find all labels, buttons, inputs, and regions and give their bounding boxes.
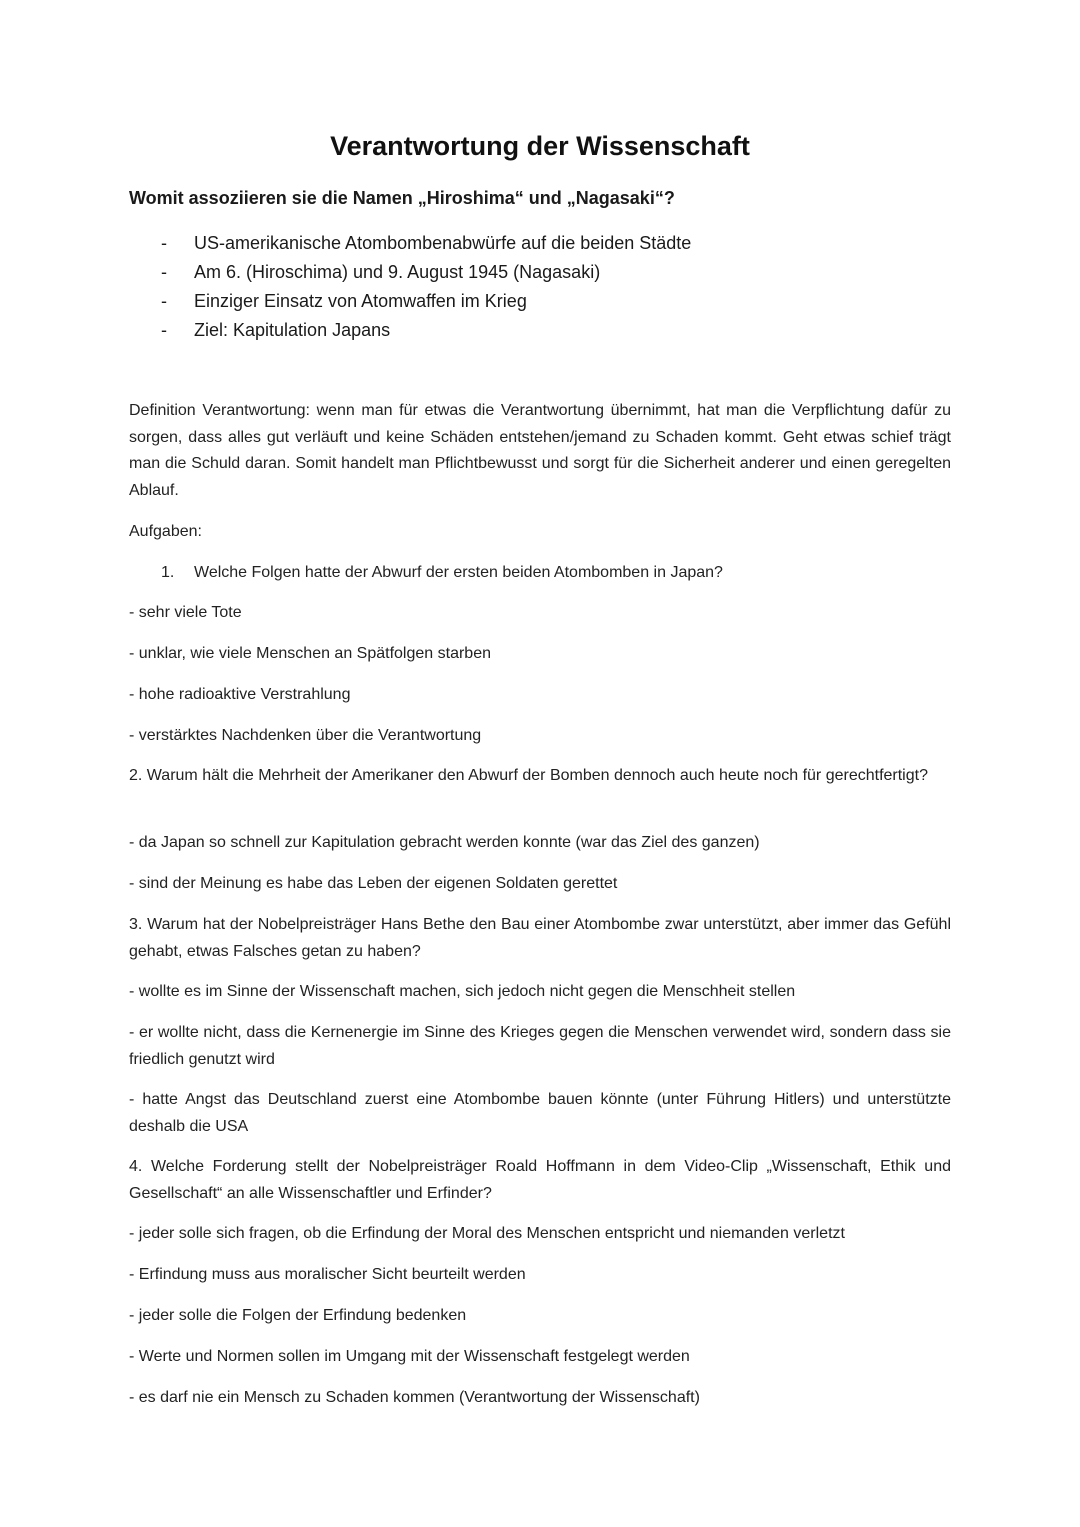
answer-2-item: - sind der Meinung es habe das Leben der eigenen Soldaten gerettet	[129, 875, 618, 892]
answer-1-item: - sehr viele Tote	[129, 604, 242, 621]
answer-4-item: - jeder solle sich fragen, ob die Erfindung der Moral des Menschen entspricht und niemanden verletzt	[129, 1225, 845, 1242]
definition-paragraph: Definition Verantwortung: wenn man für etwas die Verantwortung übernimmt, hat man die Verpflichtung dafür zu sorgen, dass alles gut verläuft und keine Schäden entstehen/jemand zu Schaden kommt. Geht etwas schief trägt man die Schuld daran. Somit handelt man Pflichtbewusst und sorgt für die Sicherheit anderer und einen geregelten Ablauf.	[129, 402, 951, 499]
answer-2-item: - da Japan so schnell zur Kapitulation gebracht werden konnte (war das Ziel des ganzen)	[129, 834, 760, 851]
document-title: Verantwortung der Wissenschaft	[330, 131, 750, 161]
bullet-item: - US-amerikanische Atombombenabwürfe auf die beiden Städte	[161, 233, 692, 253]
answer-1-item: - hohe radioaktive Verstrahlung	[129, 686, 351, 703]
bullet-item: - Am 6. (Hiroschima) und 9. August 1945 (Nagasaki)	[161, 262, 601, 282]
bullet-marker: -	[161, 233, 167, 253]
question-1	[161, 561, 723, 585]
answer-4-item: - jeder solle die Folgen der Erfindung bedenken	[129, 1307, 467, 1324]
bullet-item: - Ziel: Kapitulation Japans	[161, 320, 391, 340]
tasks-label: Aufgaben:	[129, 523, 202, 540]
question-4: 4. Welche Forderung stellt der Nobelpreisträger Roald Hoffmann in dem Video-Clip „Wissenschaft, Ethik und Gesellschaft“ an alle Wissenschaftler und Erfinder?	[129, 1158, 951, 1202]
answer-3-item: - er wollte nicht, dass die Kernenergie im Sinne des Krieges gegen die Menschen verwendet wird, sondern dass sie friedlich genutzt wird	[129, 1024, 951, 1068]
bullet-marker: -	[161, 262, 167, 282]
bullet-list	[129, 231, 691, 347]
answer-4-item: - Werte und Normen sollen im Umgang mit der Wissenschaft festgelegt werden	[129, 1348, 690, 1365]
intro-question: Womit assoziieren sie die Namen „Hiroshima“ und „Nagasaki“?	[129, 188, 675, 208]
answer-4-item: - es darf nie ein Mensch zu Schaden kommen (Verantwortung der Wissenschaft)	[129, 1389, 700, 1406]
question-text: Welche Folgen hatte der Abwurf der ersten beiden Atombomben in Japan?	[194, 564, 723, 581]
bullet-item: - Einziger Einsatz von Atomwaffen im Krieg	[161, 291, 527, 311]
answer-1-item: - unklar, wie viele Menschen an Spätfolgen starben	[129, 645, 491, 662]
answer-1-item: - verstärktes Nachdenken über die Verantwortung	[129, 727, 482, 744]
bullet-marker: -	[161, 291, 167, 311]
question-number: 1.	[161, 564, 175, 581]
answer-3-item: - hatte Angst das Deutschland zuerst eine Atombombe bauen könnte (unter Führung Hitlers) und unterstützte deshalb die USA	[129, 1091, 951, 1135]
answer-4-item: - Erfindung muss aus moralischer Sicht beurteilt werden	[129, 1266, 526, 1283]
bullet-marker: -	[161, 320, 167, 340]
question-3: 3. Warum hat der Nobelpreisträger Hans Bethe den Bau einer Atombombe zwar unterstützt, aber immer das Gefühl gehabt, etwas Falsches getan zu haben?	[129, 916, 951, 960]
answer-3-item: - wollte es im Sinne der Wissenschaft machen, sich jedoch nicht gegen die Menschheit stellen	[129, 983, 796, 1000]
question-2: 2. Warum hält die Mehrheit der Amerikaner den Abwurf der Bomben dennoch auch heute noch für gerechtfertigt?	[129, 767, 928, 784]
